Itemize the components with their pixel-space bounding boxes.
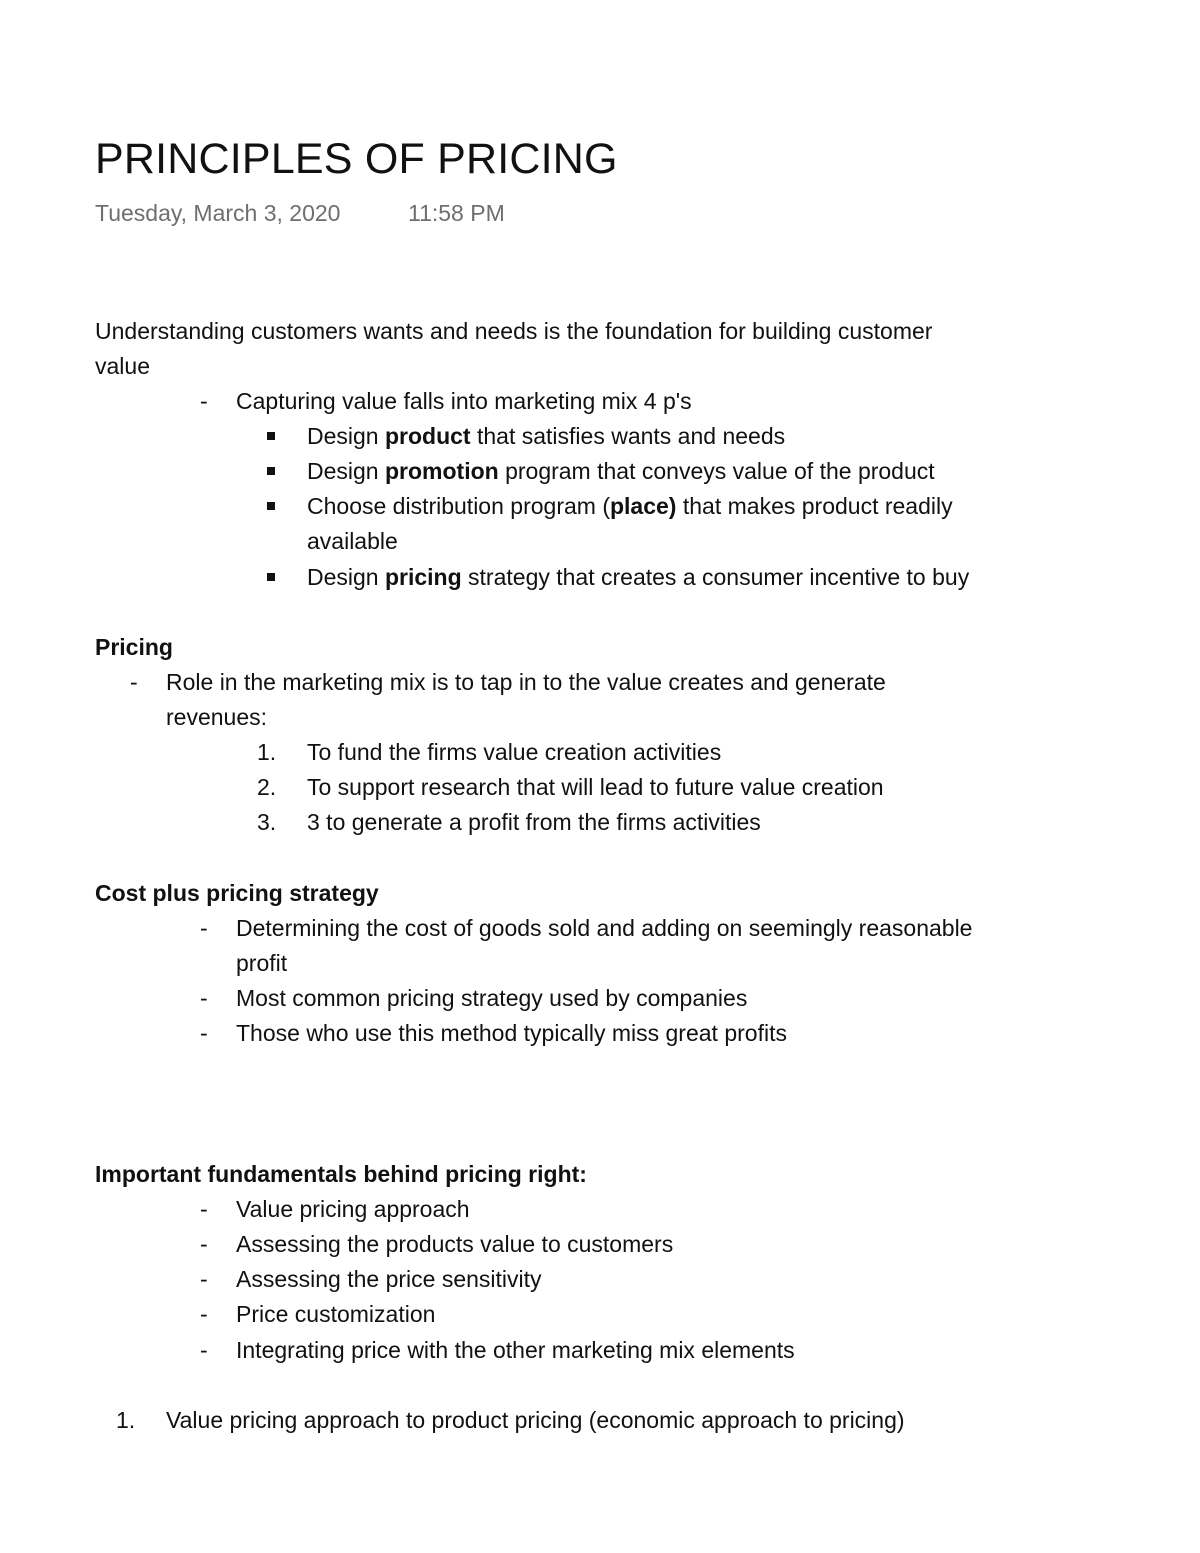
cost-plus-item-1: Determining the cost of goods sold and adding on seemingly reasonable: [236, 915, 973, 941]
pricing-dash-item-continued: revenues:: [166, 704, 268, 730]
intro-sub-item-1: Design product that satisfies wants and needs: [307, 423, 786, 449]
dash-bullet: -: [200, 915, 208, 941]
dash-bullet: -: [200, 388, 208, 414]
square-bullet: [267, 467, 275, 475]
time-stamp: 11:58 PM: [408, 200, 505, 226]
intro-sub-item-2: Design promotion program that conveys value of the product: [307, 458, 935, 484]
fundamentals-item-2: Assessing the products value to customers: [236, 1231, 674, 1257]
dash-bullet: -: [200, 1196, 208, 1222]
pricing-numbered-item-1: To fund the firms value creation activities: [307, 739, 722, 765]
dash-bullet: -: [200, 1266, 208, 1292]
list-number: 3.: [257, 809, 277, 835]
square-bullet: [267, 502, 275, 510]
intro-sub-item-3-continued: available: [307, 528, 398, 554]
intro-line-1: Understanding customers wants and needs is the foundation for building customer: [95, 318, 933, 344]
fundamentals-item-1: Value pricing approach: [236, 1196, 470, 1222]
pricing-numbered-item-2: To support research that will lead to future value creation: [307, 774, 884, 800]
dash-bullet: -: [200, 1231, 208, 1257]
pricing-dash-item: Role in the marketing mix is to tap in to the value creates and generate: [166, 669, 886, 695]
pricing-heading: Pricing: [95, 634, 173, 660]
page-title: PRINCIPLES OF PRICING: [95, 135, 618, 183]
cost-plus-heading: Cost plus pricing strategy: [95, 880, 379, 906]
fundamentals-item-4: Price customization: [236, 1301, 436, 1327]
cost-plus-item-3: Those who use this method typically miss great profits: [236, 1020, 787, 1046]
dash-bullet: -: [130, 669, 138, 695]
fundamentals-item-3: Assessing the price sensitivity: [236, 1266, 542, 1292]
intro-sub-item-4: Design pricing strategy that creates a consumer incentive to buy: [307, 564, 970, 590]
numbered-item-1: Value pricing approach to product pricing (economic approach to pricing): [166, 1407, 905, 1433]
cost-plus-item-1-continued: profit: [236, 950, 288, 976]
list-number: 1.: [257, 739, 277, 765]
list-number: 1.: [116, 1407, 136, 1433]
fundamentals-item-5: Integrating price with the other marketing mix elements: [236, 1337, 795, 1363]
pricing-numbered-item-3: 3 to generate a profit from the firms activities: [307, 809, 761, 835]
intro-dash-item: Capturing value falls into marketing mix 4 p's: [236, 388, 692, 414]
dash-bullet: -: [200, 985, 208, 1011]
dash-bullet: -: [200, 1020, 208, 1046]
intro-line-2: value: [95, 353, 150, 379]
list-number: 2.: [257, 774, 277, 800]
square-bullet: [267, 432, 275, 440]
square-bullet: [267, 573, 275, 581]
intro-sub-item-3: Choose distribution program (place) that makes product readily: [307, 493, 953, 519]
cost-plus-item-2: Most common pricing strategy used by companies: [236, 985, 748, 1011]
dash-bullet: -: [200, 1337, 208, 1363]
dash-bullet: -: [200, 1301, 208, 1327]
date-stamp: Tuesday, March 3, 2020: [95, 200, 341, 226]
fundamentals-heading: Important fundamentals behind pricing right:: [95, 1161, 587, 1187]
